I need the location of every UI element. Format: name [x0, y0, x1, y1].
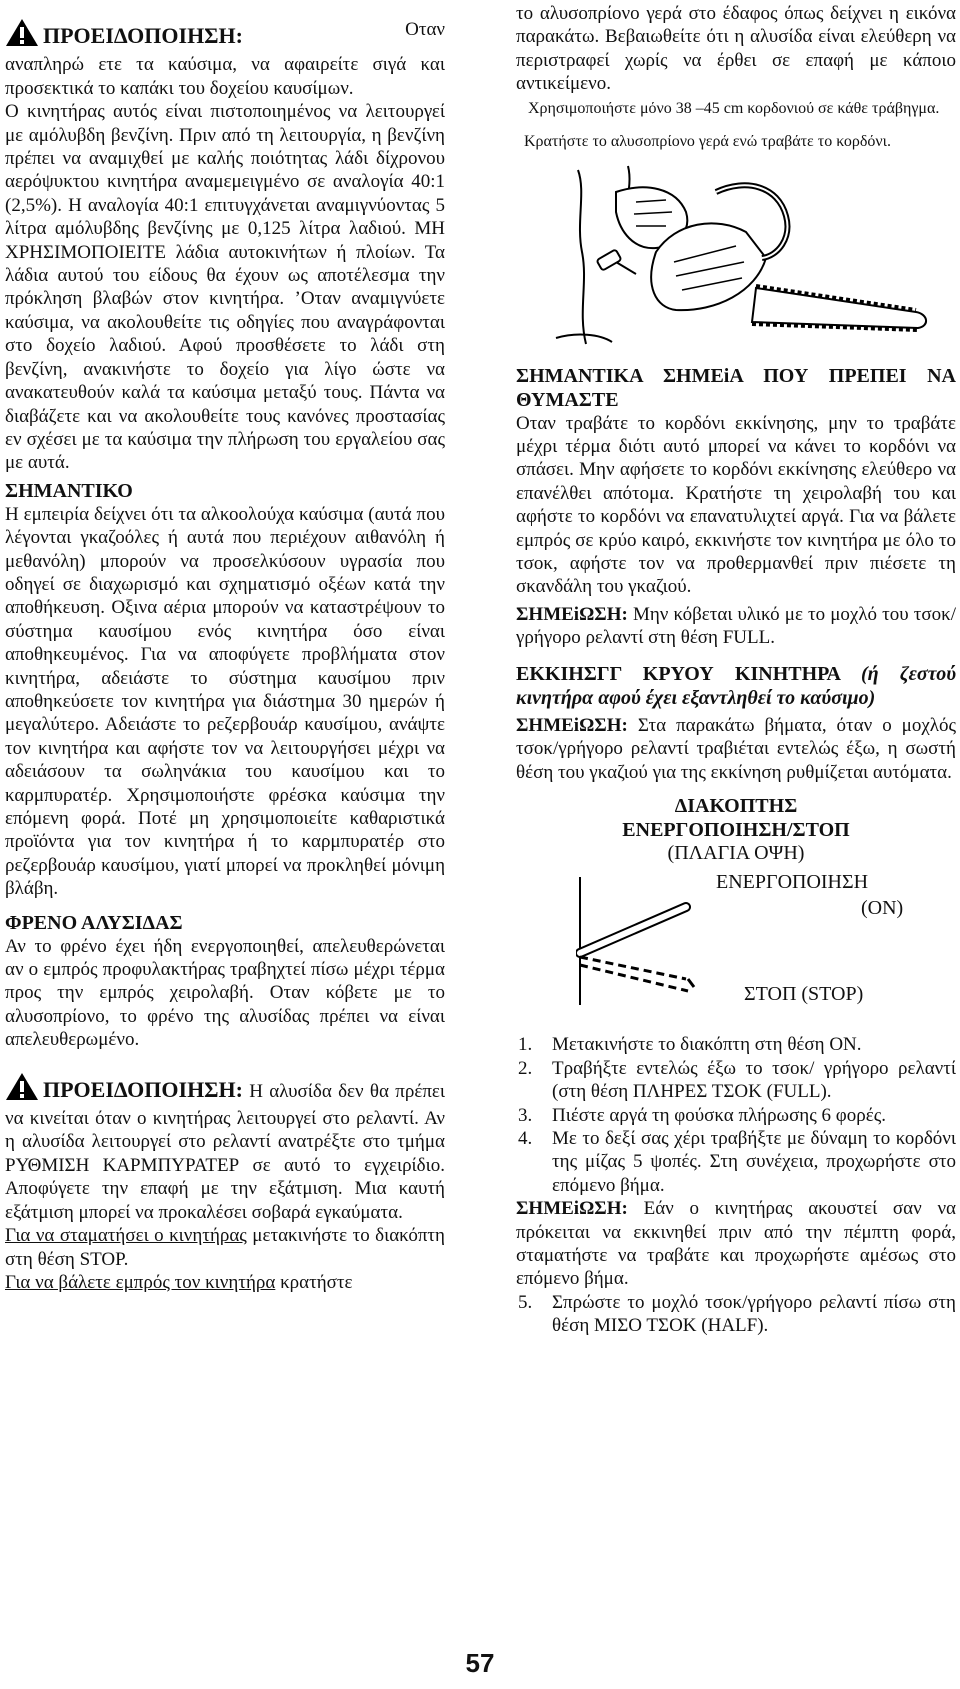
page-number: 57: [465, 1648, 495, 1678]
start-steps-list: [516, 1033, 956, 1197]
stop-engine-underlined: Για να σταματήσει ο κινητήρας: [5, 1225, 247, 1247]
note-early-start-text: Εάν ο κινητήρας ακουστεί σαν να πρόκειται να εκκινηθεί πριν από την πέμπτη φορά, σταματήστε να τραβάτε και προχωρήστε αμέσως στο επόμενο βήμα.: [516, 1198, 957, 1290]
important-heading: ΣΗΜΑΝΤΙΚΟ: [5, 479, 133, 502]
remember-paragraph: Οταν τραβάτε το κορδόνι εκκίνησης, μην το τραβάτε μέχρι τέρμα διότι αυτό μπορεί να κάνει το κορδόνι να σπάσει. Μην αφήσετε το κορδόνι εκκίνησης ελεύθερο να επανέλθει απότομα. Κρατήστε τη χειρολαβή του και αφήστε το κορδόνι να επανατυλιχτεί αργά. Για να βάλετε εμπρός σε κρύο καιρό, εκκινήστε τον κινητήρα με όλο το τσοκ, αφήστε τον να προθερμανθεί πριν πιέσετε τη σκανδάλη του γκαζιού.: [516, 412, 956, 598]
switch-stop-label: ΣΤΟΠ (STOP): [744, 983, 864, 1006]
chainsaw-illustration-svg: [516, 162, 956, 358]
chain-brake-paragraph: Αν το φρένο έχει ήδη ενεργοποιηθεί, απελευθερώνεται αν ο εμπρός προφυλακτήρας τραβηχτεί πίσω μέχρι τέρμα προς την εμπρός χειρολαβή. Οταν κόβετε με το αλυσοπρίονο, το φρένο της αλυσίδας πρέπει να είναι απελευθερωμένο.: [5, 935, 445, 1051]
cold-start-heading: [516, 662, 956, 710]
remember-heading: ΣΗΜΑΝΤΙΚΑ ΣΗΜΕiΑ ΠΟΥ ΠΡΕΠΕΙ ΝΑ ΘΥΜΑΣΤΕ: [516, 364, 956, 411]
switch-diagram: [516, 865, 956, 1015]
switch-diagram-svg: [576, 867, 736, 1007]
list-item: 2. Τραβήξτε εντελώς έξω το τσοκ/ γρήγορο ρελαντί (στη θέση ΠΛΗΡΕΣ ΤΣΟΚ (FULL).: [518, 1057, 956, 1103]
cold-start-subtitle: (ή ζεστού κινητήρα αφού έχει εξαντληθεί το καύσιμο): [516, 662, 957, 709]
note-label: ΣΗΜΕiΩΣΗ:: [516, 714, 628, 736]
chain-brake-heading: ΦΡΕΝΟ ΑΛΥΣΙΔΑΣ: [5, 911, 183, 934]
note-label: ΣΗΜΕiΩΣΗ:: [516, 1198, 628, 1220]
stop-engine-text: μετακινήστε το διακόπτη στη θέση STOP.: [5, 1225, 445, 1270]
warning-title: ΠΡΟΕΙΔΟΠΟΙΗΣΗ:: [43, 23, 243, 48]
note-full-choke: [516, 603, 956, 650]
warning-first-word: Οταν: [405, 19, 445, 40]
list-item: 4. Με το δεξί σας χέρι τραβήξτε με δύναμη το κορδόνι της μίζας 5 ψοπές. Στη συνέχεια, προχωρήστε στο επόμενο βήμα.: [518, 1127, 956, 1196]
switch-side-view: (ΠΛΑΓΙΑ ΟΨΗ): [667, 841, 805, 864]
switch-title-line2: ΕΝΕΡΓΟΠΟΙΗΣΗ/ΣΤΟΠ: [622, 818, 850, 841]
list-item: 1. Μετακινήστε το διακόπτη στη θέση ON.: [518, 1034, 862, 1056]
start-engine-text: κρατήστε: [280, 1271, 353, 1293]
note-auto-throttle: [516, 714, 956, 784]
switch-on-label-en: (ON): [861, 897, 904, 920]
cold-start-title: ΕΚΚΙΗΣΓΓ ΚΡΥΟΥ ΚΙΝΗΤΗΡΑ: [516, 662, 840, 685]
start-steps-list-continued: [516, 1291, 956, 1338]
switch-title-line1: ΔΙΑΚΟΠΤΗΣ: [674, 794, 798, 817]
warning-title: ΠΡΟΕΙΔΟΠΟΙΗΣΗ:: [43, 1076, 243, 1102]
warning-fuel: [5, 18, 445, 53]
continued-paragraph: το αλυσοπρίονο γερά στο έδαφος όπως δείχνει η εικόνα παρακάτω. Βεβαιωθείτε ότι η αλυσίδα είναι ελεύθερη να περιστραφεί χωρίς να έρθει σε επαφή με κάποιο αντικείμενο.: [516, 3, 956, 95]
note-label: ΣΗΜΕiΩΣΗ:: [516, 603, 628, 625]
start-engine-underlined: Για να βάλετε εμπρός τον κινητήρα: [5, 1271, 276, 1293]
left-column: [5, 0, 445, 1294]
list-item: 5. Σπρώστε το μοχλό τσοκ/γρήγορο ρελαντί πίσω στη θέση ΜΙΣΟ ΤΣΟΚ (HALF).: [518, 1291, 956, 1337]
warning-fuel-text: αναπληρώ ετε τα καύσιμα, να αφαιρείτε σιγά και προσεκτικά το καπάκι του δοχείου καυσίμων.: [5, 54, 445, 99]
note-early-start: [516, 1197, 956, 1291]
right-column: [516, 0, 956, 1338]
engine-fuel-paragraph: Ο κινητήρας αυτός είναι πιστοποιημένος να λειτουργεί με αμόλυβδη βενζίνη. Πριν από τη λειτουργία, η βενζίνη πρέπει να αναμιχθεί με καλής ποιότητας λάδι δίχρονου αερόψυκτου κινητήρα αναμεμειγμένο σε αναλογία 40:1 (2,5%). Η αναλογία 40:1 επιτυγχάνεται αναμιγνύοντας 5 λίτρα αμόλυβδης βενζίνης με 0,125 λίτρα λαδιού. ΜΗ ΧΡΗΣΙΜΟΠΟΙΕΙΤΕ λάδια αυτοκινήτων ή πλοίων. Τα λάδια αυτού του είδους θα έχουν ως αποτέλεσμα την πρόκληση βλαβών στον κινητήρα. ’Οταν αναμιγνύετε καύσιμα, να ακολουθείτε τις οδηγίες που αναγράφονται στο δοχείο λαδιού. Αφού προσθέσετε το λάδι στη βενζίνη, ανακινήστε το δοχείο για λίγο ώστε να ανακατευθούν καλά τα καύσιμα μεταξύ τους. Πάντα να διαβάζετε και να ακολουθείτε τους κανόνες προστασίας εν σχέσει με τα καύσιμα την πλήρωση του εργαλείου σας με αυτά.: [5, 101, 445, 474]
list-item: 3. Πιέστε αργά τη φούσκα πλήρωσης 6 φορές.: [518, 1104, 886, 1126]
start-engine-paragraph: [5, 1271, 445, 1294]
hold-saw-note: Κρατήστε το αλυσοπρίονο γερά ενώ τραβάτε το κορδόνι.: [524, 132, 891, 150]
warning-triangle-icon: [5, 18, 39, 53]
switch-on-label: ΕΝΕΡΓΟΠΟΙΗΣΗ: [716, 871, 869, 894]
note-full-choke-text: Μην κόβεται υλικό με το μοχλό του τσοκ/γρήγορο ρελαντί στη θέση FULL.: [516, 603, 956, 649]
chainsaw-starting-illustration: [516, 162, 956, 358]
warning-triangle-icon: [5, 1072, 39, 1107]
important-paragraph: Η εμπειρία δείχνει ότι τα αλκοολούχα καύσιμα (αυτά που λέγονται γκαζοόλες ή αυτά που περιέχουν αιθανόλη ή μεθανόλη) μπορούν να προσελκύσουν υγρασία που οδηγεί σε διαχωρισμό και σχηματισμό οξέων κατά την αποθήκευση. Οξινα αέρια μπορούν να καταστρέψουν το σύστημα καυσίμου ενός κινητήρα όσο είναι αποθηκευμένος. Για να αποφύγετε προβλήματα στον κινητήρα, αδειάστε το σύστημα καυσίμου πριν αποθηκεύσετε τον κινητήρα για διάστημα 30 ημερών ή μεγαλύτερο. Αδειάστε το ρεζερβουάρ καυσίμου, ανάψτε τον κινητήρα και αφήστε τον να λειτουργήσει μέχρι να αδειάσουν τα σωληνάκια του καυσίμου και το καρμπυρατέρ. Χρησιμοποιήστε φρέσκα καύσιμα την επόμενη φορά. Ποτέ μη χρησιμοποιείτε καθαριστικά προϊόντα για τον κινητήρα ή το καρμπυρατέρ στο ρεζερβουάρ καυσίμου, γιατί μπορεί να προκληθεί μόνιμη βλάβη.: [5, 503, 445, 900]
warning-chain-text: Η αλυσίδα δεν θα πρέπει να κινείται όταν ο κινητήρας λειτουργεί στο ρελαντί. Αν η αλυσίδα λειτουργεί στο ρελαντί ανατρέξτε στο τμήμα ΡΥΘΜΙΣΗ ΚΑΡΜΠΥΡΑΤΕΡ σε αυτό το εγχειρίδιο. Αποφύγετε την επαφή με την εξάτμιση. Μια καυτή εξάτμιση μπορεί να προκαλέσει σοβαρά εγκαύματα.: [5, 1080, 445, 1223]
warning-chain: [5, 1072, 445, 1224]
cord-length-note: Χρησιμοποιήστε μόνο 38 –45 cm κορδονιού σε κάθε τράβηγμα.: [528, 99, 940, 117]
stop-engine-paragraph: [5, 1224, 445, 1271]
note-auto-throttle-text: Στα παρακάτω βήματα, όταν ο μοχλός τσοκ/γρήγορο ρελαντί τραβιέται εντελώς έξω, η σωστή θέση του γκαζιού για της εκκίνηση ρυθμίζεται αυτόματα.: [516, 714, 957, 783]
